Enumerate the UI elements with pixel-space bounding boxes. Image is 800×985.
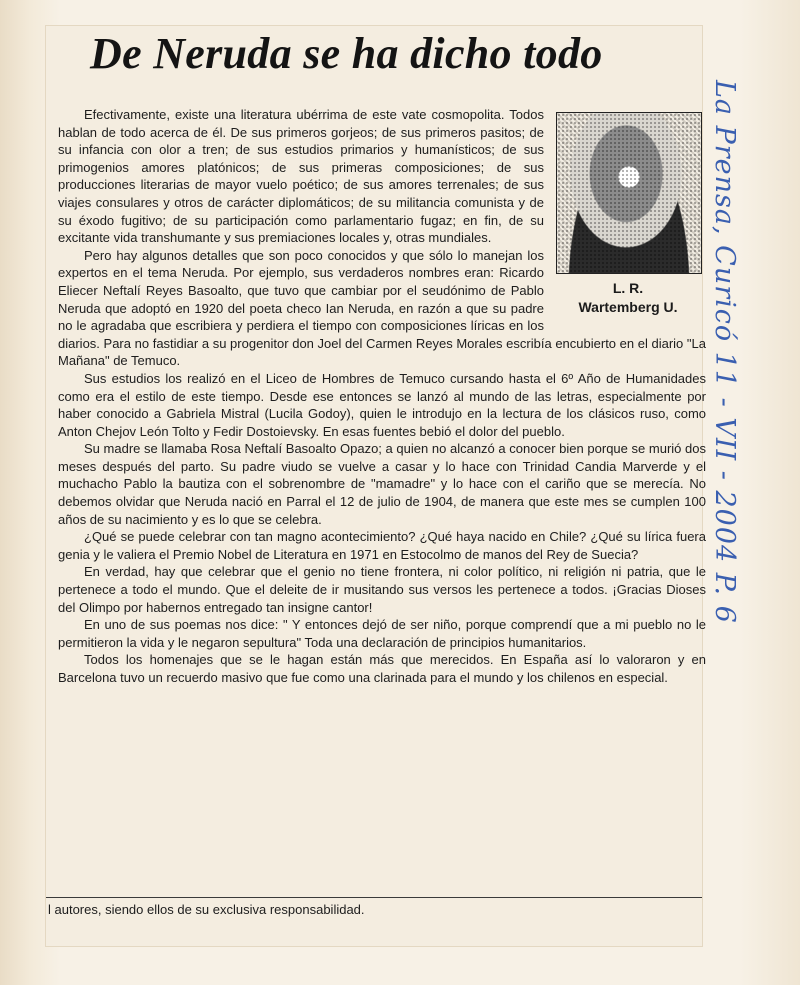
byline-surname: Wartemberg U.: [578, 299, 678, 315]
handwritten-source-note: La Prensa, Curicó 11 - VII - 2004 P. 6: [709, 80, 740, 624]
paragraph: ¿Qué se puede celebrar con tan magno acontecimiento? ¿Qué haya nacido en Chile? ¿Qué su lírica fuera genia y le valiera el Premio Nobel de Literatura en 1971 en Estocolmo de manos del Rey de Suecia?: [58, 529, 706, 562]
paragraph: En verdad, hay que celebrar que el genio no tiene frontera, ni color político, ni religión ni patria, que le pertenece a todo el mundo. Que el deleite de ir musitando sus versos les pertenece a todos. ¡Gracias Dioses del Olimpo por habernos entregado tan insigne cantor!: [58, 564, 706, 615]
paragraph: Efectivamente, existe una literatura ubérrima de este vate cosmopolita. Todos hablan de todo acerca de él. De sus primeros gorjeos; de sus primeros pasitos; de su infancia con olor a tren; de sus estudios primarios y humanísticos; de sus primogenios amores platónicos; de sus primeras composiciones; de sus producciones literarias de mayor vuelo poético; de sus amores terrenales; de sus viajes consulares y otros de carácter diplomáticos; de su militancia comunista y de su éxodo fugitivo; de su participación como parlamentario fugaz; en fin, de su excitante vida transhumante y sus premiaciones locales y, otras mundiales.: [58, 107, 544, 246]
paragraph: Sus estudios los realizó en el Liceo de Hombres de Temuco cursando hasta el 6º Año de Humanidades como era el estilo de este tiempo. Desde ese entonces se lanzó al mundo de las letras, especialmente por haber conocido a Gabriela Mistral (Lucila Godoy), quien le introdujo en la lectura de los clásicos ruso, como Anton Chejov León Tolto y Fedir Dostoievsky. En esas fuentes bebió el dolor del pueblo.: [58, 370, 706, 439]
photo-spacer: [544, 106, 706, 332]
paragraph: Todos los homenajes que se le hagan están más que merecidos. En España así lo valoraron y en Barcelona tuvo un recuerdo masivo que fue como una clarinada para el mundo y los chilenos en especial.: [58, 652, 706, 685]
paragraph: Pero hay algunos detalles que son poco conocidos y que sólo lo manejan los expertos en el tema Neruda. Por ejemplo, sus verdaderos nombres eran: Ricardo Eliecer Neftalí Reyes Basoalto, que tuvo que cambiar por el seudónimo de Pablo Neruda que adoptó en 1920 del poeta checo Ian Neruda, en razón a que su padre no le agradaba que escribiera y perdiera el tiempo con composiciones líricas en los diarios. Para no fastidiar a su progenitor don Joel del Carmen Reyes Morales escribía encubierto en el diario "La Mañana" de Temuco.: [58, 247, 706, 369]
article-body: [58, 106, 706, 687]
paragraph: Su madre se llamaba Rosa Neftalí Basoalto Opazo; a quien no alcanzó a conocer bien porque se murió dos meses después del parto. Su padre viudo se vuelve a casar y lo hace con Trinidad Candia Marverde y el muchacho Pablo la bautiza con el sobrenombre de "mamadre" y lo hace con el cariño que se merecía. No debemos olvidar que Neruda nació en Parral el 12 de julio de 1904, de manera que este mes se cumplen 100 años de su nacimiento y es lo que se celebra.: [58, 441, 706, 527]
paragraph: En uno de sus poemas nos dice: " Y entonces dejó de ser niño, porque comprendí que a mi pueblo no le permitieron la vida y le negaron sepultura" Toda una declaración de principios humanitarios.: [58, 617, 706, 650]
footer-divider: [46, 897, 702, 898]
article-headline: De Neruda se ha dicho todo: [90, 29, 603, 78]
footer-note: l autores, siendo ellos de su exclusiva responsabilidad.: [48, 902, 365, 917]
byline-initials: L. R.: [612, 280, 644, 296]
